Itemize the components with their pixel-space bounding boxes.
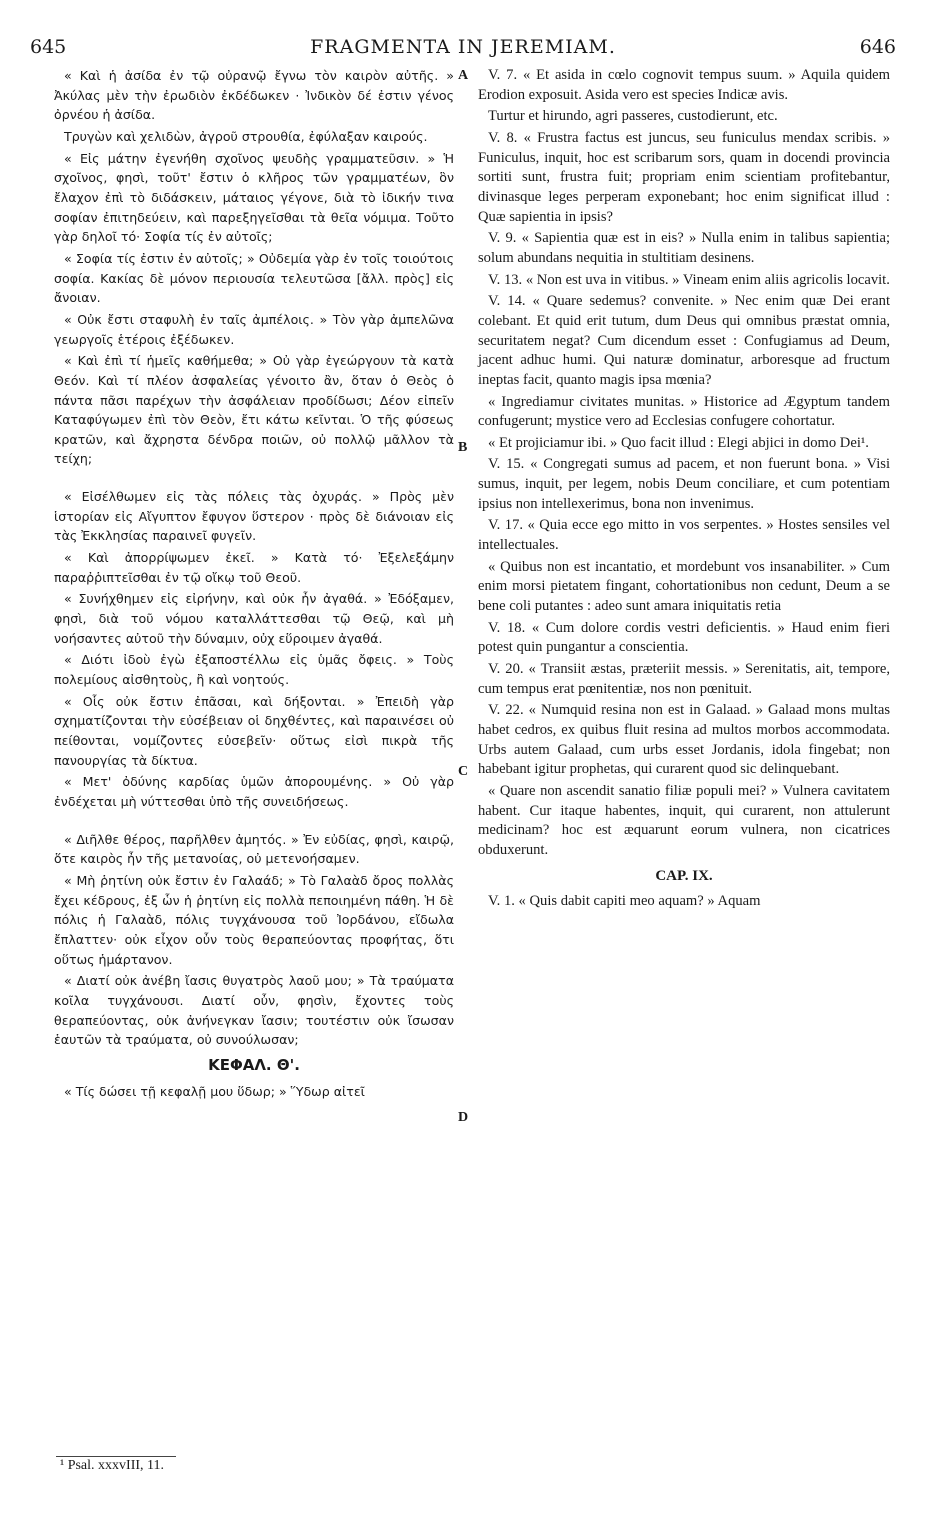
greek-paragraph: Τρυγὼν καὶ χελιδὼν, ἀγροῦ στρουθία, ἐφύλαξαν καιρούς. — [64, 128, 428, 144]
greek-paragraph: « Εἰσέλθωμεν εἰς τὰς πόλεις τὰς ὀχυράς. » Πρὸς μὲν ἱστορίαν εἰς Αἴγυπτον ἔφυγον ὕστερον · πρὸς δὲ διάνοιαν εἰς τὰς Ἐκκλησίας παραινεῖ φυγεῖν. — [54, 489, 454, 544]
greek-paragraph: « Διῆλθε θέρος, παρῆλθεν ἀμητός. » Ἐν εὐδίας, φησὶ, καιρῷ, ὅτε καιρὸς ἦν τῆς μετανοίας, οὐ μετενοήσαμεν. — [54, 831, 454, 867]
latin-paragraph: V. 17. « Quia ecce ego mitto in vos serpentes. » Hostes sensiles vel intellectuales. — [478, 517, 890, 554]
latin-paragraph: « Ingrediamur civitates munitas. » Historice ad Ægyptum tandem confugerunt; mystice vero ad Ecclesias confugere cohortatur. — [478, 393, 890, 430]
greek-paragraph: « Οὐκ ἔστι σταφυλὴ ἐν ταῖς ἀμπέλοις. » Τὸν γὰρ ἀμπελῶνα γεωργοῖς ἑτέροις ἐξέδωκεν. — [54, 311, 454, 347]
greek-paragraph: « Διότι ἰδοὺ ἐγὼ ἐξαποστέλλω εἰς ὑμᾶς ὄφεις. » Τοὺς πολεμίους αἰσθητοὺς, ἢ καὶ νοητούς. — [54, 652, 454, 688]
greek-paragraph: « Καὶ ἐπὶ τί ἡμεῖς καθήμεθα; » Οὐ γὰρ ἐγεώργουν τὰ κατὰ Θεόν. Καὶ τί πλέον ἀσφαλείας γένοιτο ἂν, ὅταν ὁ Θεὸς ὁ πάντα πᾶσι παρέχων τὴν ἀσφάλειαν προδίδωσι; Δέον εἰπεῖν Καταφύγωμεν ἐπὶ τὸν Θεὸν, ἔτι κάτω κεῖνται. Ὁ τῆς φύσεως κρατῶν, καὶ ἄχρηστα δένδρα ποιῶν, οὐ πολλῷ μᾶλλον τὰ τείχη; — [54, 353, 454, 467]
latin-paragraph: V. 22. « Numquid resina non est in Galaad. » Galaad mons multas habet cedros, ex quibus fluit resina ad multos morbos accommodata. Urbs autem Galaad, cum urbs esset Jordanis, idola fingebat; non habebant igitur prophetas, qui curarent quod sic delinquebant. — [478, 702, 890, 778]
greek-chapter-heading: ΚΕΦΑΛ. Θ'. — [208, 1055, 300, 1074]
greek-paragraph: « Καὶ ἡ ἀσίδα ἐν τῷ οὐρανῷ ἔγνω τὸν καιρὸν αὐτῆς. » Ἀκύλας μὲν τὴν ἐρωδιὸν ἐκδέδωκεν · Ἰνδικὸν δέ ἐστιν γένος ὀρνέου ἡ ἀσίδα. — [54, 68, 454, 123]
page-number-right: 646 — [859, 36, 896, 58]
greek-paragraph: « Σοφία τίς ἐστιν ἐν αὐτοῖς; » Οὐδεμία γὰρ ἐν τοῖς τοιούτοις σοφία. Κακίας δὲ μόνον περιουσία τελευτῶσα [ἄλλ. πρὸς] εἰς ἄνοιαν. — [54, 250, 454, 306]
greek-paragraph: « Μὴ ῥητίνη οὐκ ἔστιν ἐν Γαλαάδ; » Τὸ Γαλαὰδ ὄρος πολλὰς ἔχει κέδρους, ἐξ ὧν ἡ ῥητίνη εἰς πολλὰ πεποιημένη πάθη. Ἡ δὲ πόλις ἡ Γαλαὰδ, πόλις τυγχάνουσα τοῦ Ἰορδάνου, εἴδωλα ἔπλαττεν· οὐκ εἶχον οὖν τοὺς θεραπεύοντας προφήτας, ὅτι οὕτως ἡμάρτανον. — [54, 872, 454, 967]
latin-paragraph: « Et projiciamur ibi. » Quo facit illud : Elegi abjici in domo Dei¹. — [488, 434, 869, 451]
greek-paragraph: « Εἰς μάτην ἐγενήθη σχοῖνος ψευδὴς γραμματεῦσιν. » Ἡ σχοῖνος, φησὶ, τοῦτ' ἔστιν ὁ κλῆρος τῶν γραμματέων, ὃν ἔλαχον ἐπὶ τὸ διδάσκειν, μάταιος γέγονε, διὰ τὸ ἰδικήν τινα σοφίαν ἐπιτηδεύειν, καὶ παρεξηγεῖσθαι τὰ θεῖα νόμιμα. Τοῦτο γὰρ δηλοῖ τό· Σοφία τίς ἐν αὐτοῖς; — [54, 150, 454, 245]
latin-paragraph: V. 8. « Frustra factus est juncus, seu funiculus mendax scribis. » Funiculus, inquit, hoc est scribarum sors, quam in docendi provincia sortiti sunt, frustra fuit; propriam enim scientiam profitebantur, divinasque leges perperam exponebant; hoc enim significat illud : Quæ sapientia in ipsis? — [478, 129, 890, 225]
latin-paragraph: V. 15. « Congregati sumus ad pacem, et non fuerunt bona. » Visi sumus, inquit, per legem, nobis Deum conciliare, et cum potentiam ipsius non intellexerimus, bona non invenimus. — [478, 456, 890, 512]
latin-paragraph: Turtur et hirundo, agri passeres, custodierunt, etc. — [488, 108, 778, 125]
latin-paragraph: V. 14. « Quare sedemus? convenite. » Nec enim quæ Dei erant colebant. Et quid erit tutum, dum Deus qui omnibus præstat omnia, securitatem negat? Cum dicendum esset : Confugiamus ad Deum, jacent adhuc humi. Qui naturæ dominatur, arboresque ad fructum ineptas facit, quanto magis ipsa mœnia? — [478, 293, 890, 388]
greek-paragraph: « Συνήχθημεν εἰς εἰρήνην, καὶ οὐκ ἦν ἀγαθά. » Ἐδόξαμεν, φησὶ, διὰ τοῦ νόμου καταλλάττεσθαι τῷ Θεῷ, καὶ μὴ νοήσαντες αὐτοῦ τὴν δύναμιν, οὐχ εὕροιμεν ἀγαθά. — [54, 591, 454, 646]
running-header — [30, 36, 896, 62]
latin-chapter-heading: CAP. IX. — [655, 867, 713, 884]
footnote: ¹ Psal. xxxvIII, 11. — [60, 1458, 165, 1473]
margin-letter-d: D — [458, 1110, 469, 1125]
latin-paragraph: V. 7. « Et asida in cœlo cognovit tempus suum. » Aquila quidem Erodion exposuit. Asida vero est species Indicæ avis. — [478, 67, 890, 103]
greek-paragraph: « Διατί οὐκ ἀνέβη ἴασις θυγατρὸς λαοῦ μου; » Τὰ τραύματα κοῖλα τυγχάνουσι. Διατί οὖν, φησὶν, ἔχοντες τοὺς θεραπεύοντας, οὐκ ἀνήνεγκαν ἴασιν; τουτέστιν οὐκ ἴσωσαν ἑαυτῶν τὰ τραύματα, οὐ συνούλωσαν; — [54, 973, 454, 1048]
greek-paragraph: « Καὶ ἀπορρίψωμεν ἐκεῖ. » Κατὰ τό· Ἐξελεξάμην παραῤῥιπτεῖσθαι ἐν τῷ οἴκῳ τοῦ Θεοῦ. — [54, 550, 454, 585]
greek-paragraph: « Τίς δώσει τῇ κεφαλῇ μου ὕδωρ; » Ὕδωρ αἰτεῖ — [64, 1083, 365, 1099]
greek-column — [54, 66, 454, 1103]
margin-letter-a: A — [458, 68, 469, 83]
page-number-left: 645 — [30, 36, 67, 58]
latin-paragraph: V. 20. « Transiit æstas, præteriit messis. » Serenitatis, ait, tempore, cum tempus erat pœnitentiæ, nos non pœnituit. — [478, 661, 890, 697]
margin-letter-c: C — [458, 764, 469, 779]
latin-paragraph: V. 1. « Quis dabit capiti meo aquam? » Aquam — [488, 893, 761, 910]
greek-paragraph: « Οἷς οὐκ ἔστιν ἐπᾶσαι, καὶ δήξονται. » Ἐπειδὴ γὰρ σχηματίζονται τὴν εὐσέβειαν οἱ δηχθέντες, καὶ παραινέσει οὐ πείθονται, νομίζοντες εὐσεβεῖν· οὕτως εἰσὶ πικρὰ τῆς πανουργίας τὰ δίκτυα. — [54, 693, 454, 768]
latin-paragraph: V. 18. « Cum dolore cordis vestri deficientis. » Haud enim fieri potest quin pungantur a conscientia. — [478, 619, 890, 656]
greek-paragraph: « Μετ' ὀδύνης καρδίας ὑμῶν ἀπορουμένης. » Οὐ γὰρ ἐνδέχεται μὴ νύττεσθαι ὑπὸ τῆς συνειδήσεως. — [54, 774, 454, 809]
latin-paragraph: « Quibus non est incantatio, et mordebunt vos insanabiliter. » Cum enim morsi pietatem fingant, cohortationibus non cedunt, Deum a se bene coli putantes : adeo sunt amara iniquitatis retia — [478, 558, 890, 615]
margin-letter-b: B — [458, 440, 468, 455]
running-title: FRAGMENTA IN JEREMIAM. — [310, 36, 616, 58]
latin-paragraph: « Quare non ascendit sanatio filiæ populi mei? » Vulnera cavitatem habent. Cur itaque habentes, inquit, qui curarent, non attulerunt medicinam? hoc est æquarunt eorum vulnera, non cicatrices obduxerunt. — [478, 782, 890, 858]
footnote-rule — [56, 1456, 176, 1457]
latin-paragraph: V. 9. « Sapientia quæ est in eis? » Nulla enim in talibus sapientia; solum abundans nequitia in stultitiam desinens. — [478, 230, 890, 266]
latin-column — [478, 66, 890, 914]
latin-paragraph: V. 13. « Non est uva in vitibus. » Vineam enim aliis agricolis locavit. — [488, 271, 890, 288]
